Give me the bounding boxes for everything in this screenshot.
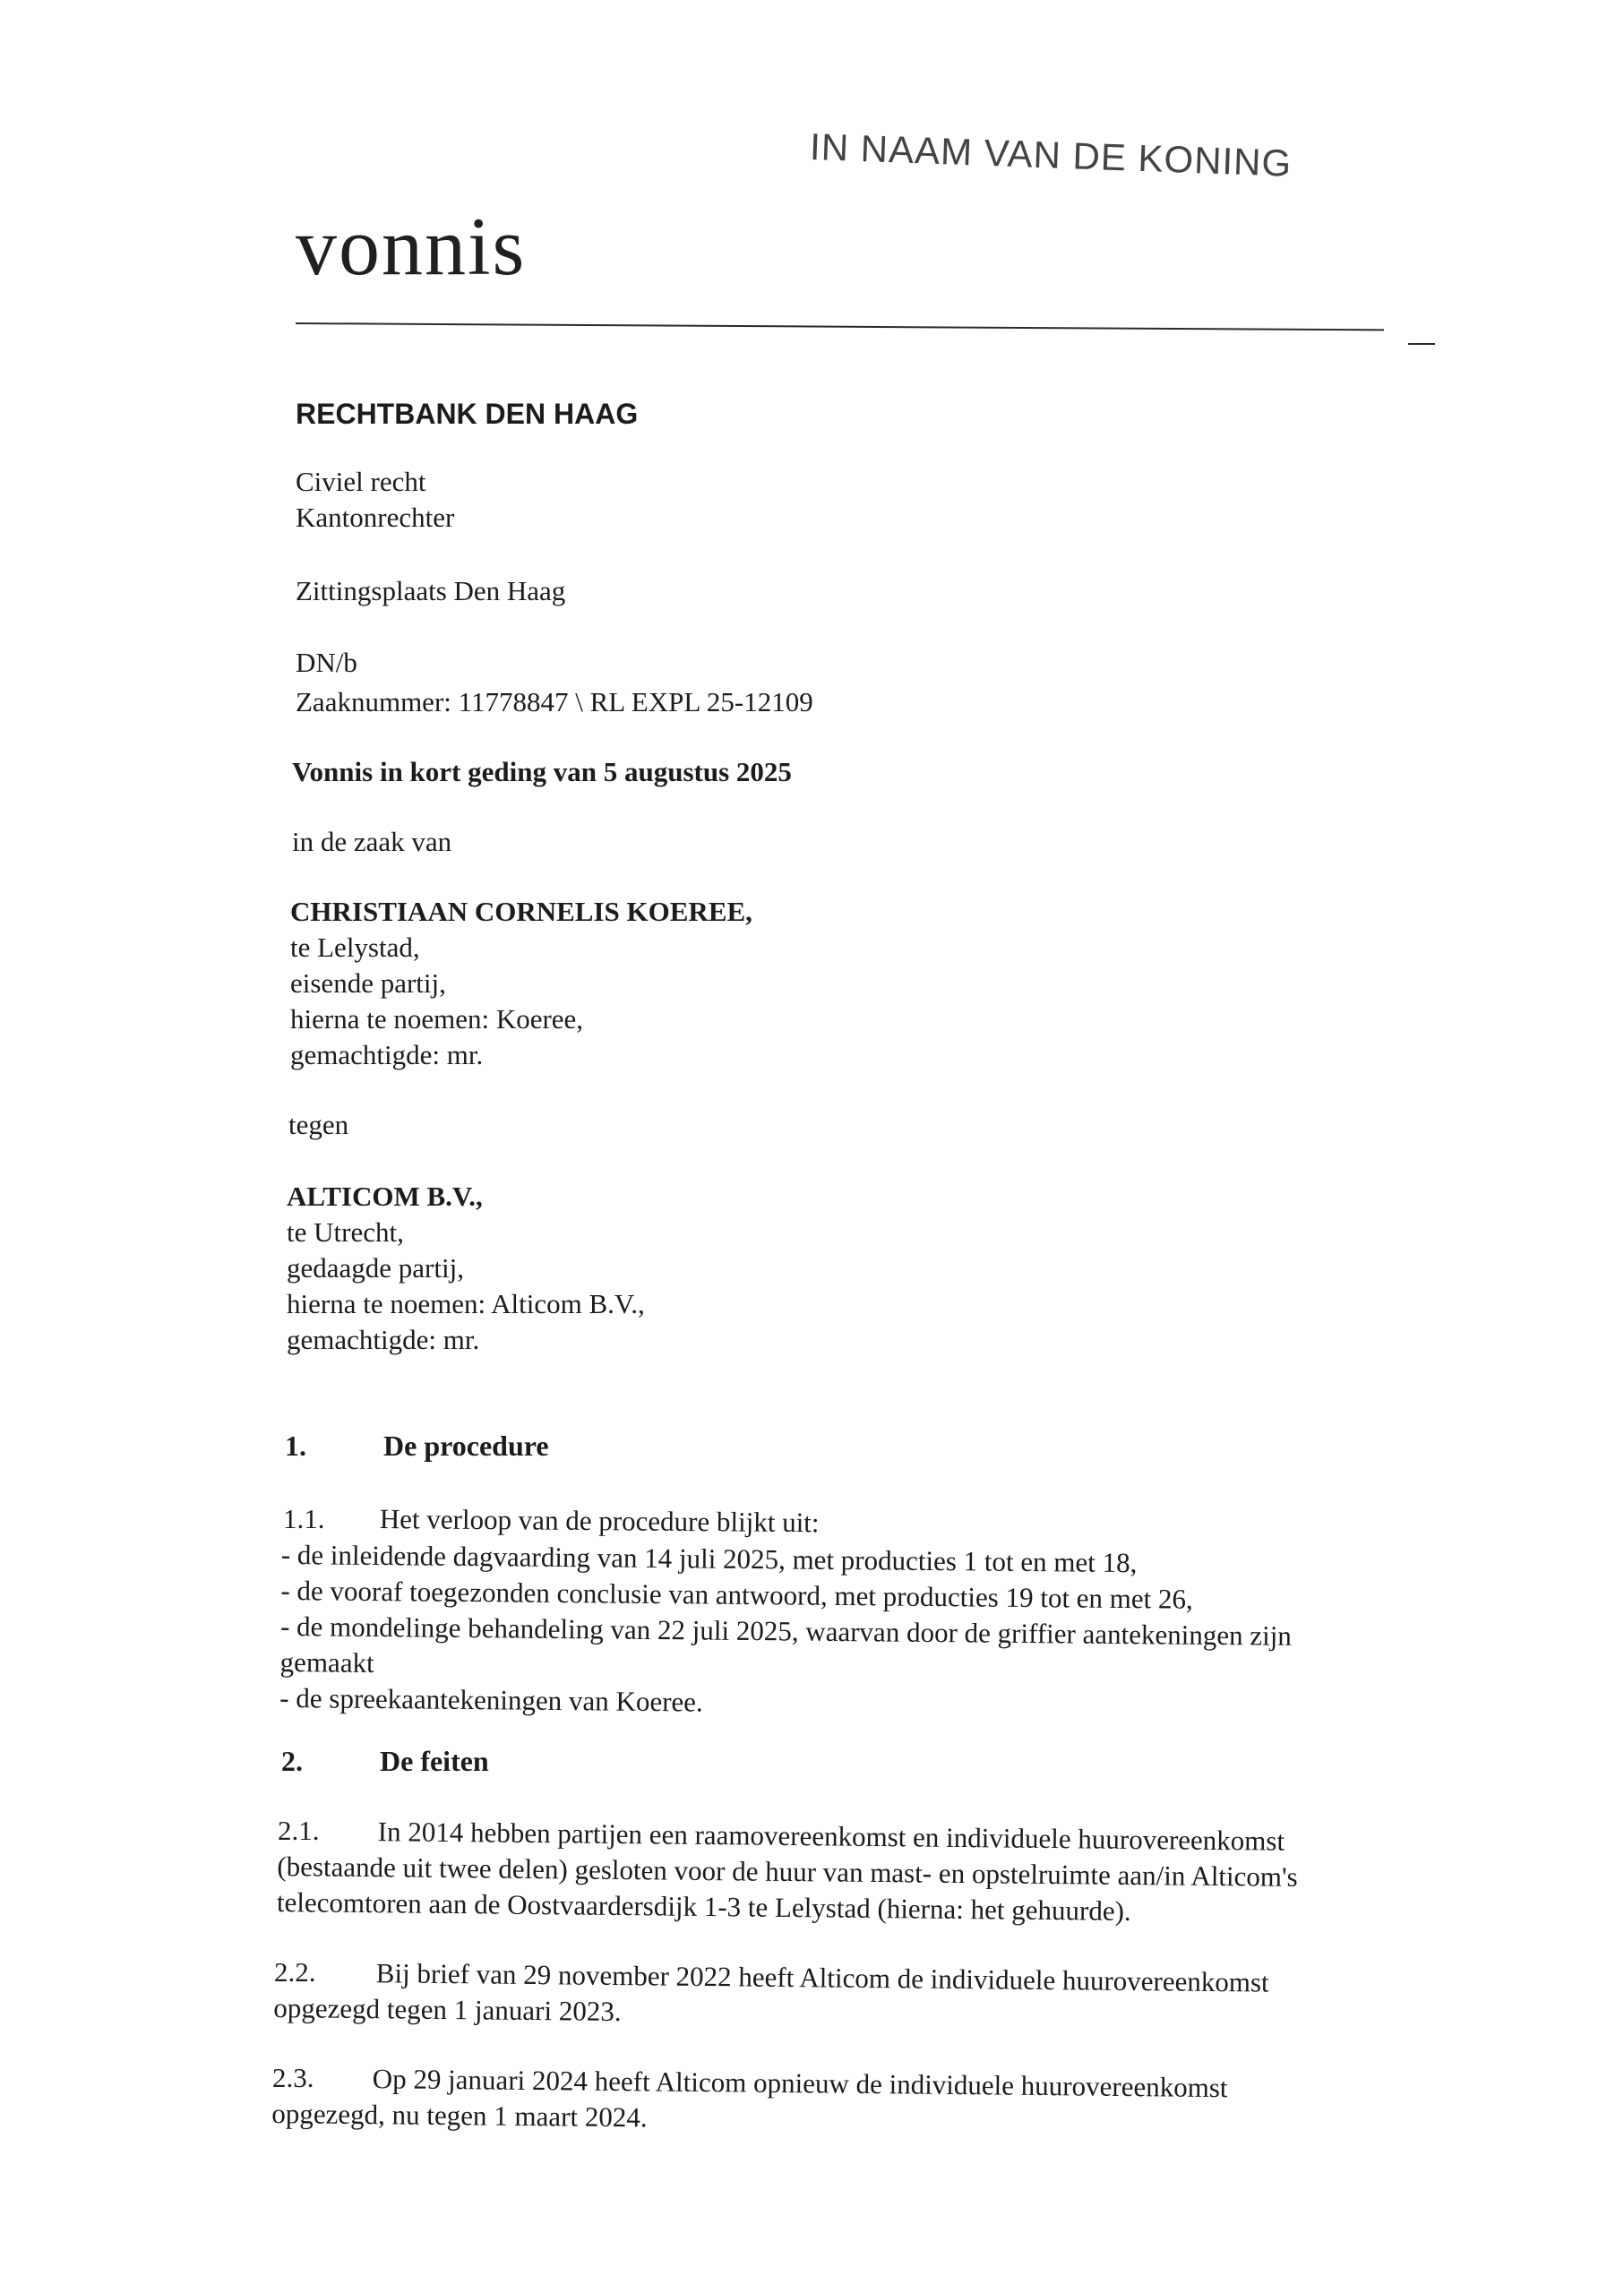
paragraph-2-2 [273,1954,1269,2037]
claimant-role: eisende partij, [290,967,446,999]
defendant-counsel: gemachtigde: mr. [287,1324,480,1355]
claimant-counsel: gemachtigde: mr. [290,1039,484,1070]
paragraph-2-1-line: (bestaande uit twee delen) gesloten voor de huur van mast- en opstelruimte aan/in Alticom's [277,1850,1298,1893]
stamp-in-naam-van-de-koning: IN NAAM VAN DE KONING [809,125,1293,185]
session-location: Zittingsplaats Den Haag [296,575,566,606]
procedure-list [279,1537,1293,1726]
procedure-item-continuation: gemaakt [279,1645,374,1679]
claimant-name: CHRISTIAAN CORNELIS KOEREE, [290,896,752,927]
section-1-title: De procedure [383,1430,549,1462]
paragraph-2-3 [271,2060,1228,2142]
defendant-role: gedaagde partij, [287,1252,464,1284]
paragraph-1-1-number: 1.1. [283,1503,325,1534]
procedure-item: - de spreekaantekeningen van Koeree. [279,1681,703,1718]
paragraph-2-1-line: In 2014 hebben partijen een raamovereenkomst en individuele huurovereenkomst [377,1816,1285,1857]
versus-label: tegen [288,1109,349,1140]
defendant-alias: hierna te noemen: Alticom B.V., [287,1288,645,1319]
section-2-number: 2. [281,1745,303,1777]
paragraph-2-3-number: 2.3. [272,2062,314,2093]
reference-code: DN/b [296,647,357,678]
title-divider-end [1408,343,1435,345]
paragraph-2-3-line: Op 29 januari 2024 heeft Alticom opnieuw de individuele huurovereenkomst [372,2063,1228,2104]
party-defendant [287,1179,645,1358]
document-title: vonnis [296,201,527,292]
paragraph-2-2-line: Bij brief van 29 november 2022 heeft Alticom de individuele huurovereenkomst [375,1957,1269,1998]
case-number: Zaaknummer: 11778847 \ RL EXPL 25-12109 [296,686,813,717]
defendant-name: ALTICOM B.V., [287,1181,483,1212]
claimant-location: te Lelystad, [290,932,420,963]
procedure-item: - de vooraf toegezonden conclusie van antwoord, met producties 19 tot en met 26, [280,1574,1193,1615]
court-judge-type: Kantonrechter [296,502,455,533]
court-division: Civiel recht [296,466,426,497]
defendant-location: te Utrecht, [287,1216,404,1248]
paragraph-2-2-number: 2.2. [274,1956,316,1988]
paragraph-2-1-number: 2.1. [278,1815,320,1846]
procedure-item: - de inleidende dagvaarding van 14 juli 2025, met producties 1 tot en met 18, [280,1538,1138,1579]
paragraph-2-1 [277,1813,1299,1931]
paragraph-2-3-line: opgezegd, nu tegen 1 maart 2024. [271,2097,648,2134]
party-claimant [290,894,752,1073]
judgment-heading: Vonnis in kort geding van 5 augustus 2025 [292,756,792,787]
claimant-alias: hierna te noemen: Koeree, [290,1003,584,1035]
title-divider [296,322,1384,331]
case-intro: in de zaak van [292,826,452,857]
court-name: RECHTBANK DEN HAAG [296,398,639,430]
paragraph-1-1-text: Het verloop van de procedure blijkt uit: [379,1502,820,1539]
procedure-item: - de mondelinge behandeling van 22 juli 2025, waarvan door de griffier aantekeningen zijn [279,1610,1293,1652]
paragraph-2-2-line: opgezegd tegen 1 januari 2023. [273,1991,622,2028]
section-1-number: 1. [285,1430,306,1462]
paragraph-2-1-line: telecomtoren aan de Oostvaardersdijk 1-3 te Lelystad (hierna: het gehuurde). [276,1885,1131,1927]
section-2-title: De feiten [380,1745,489,1777]
